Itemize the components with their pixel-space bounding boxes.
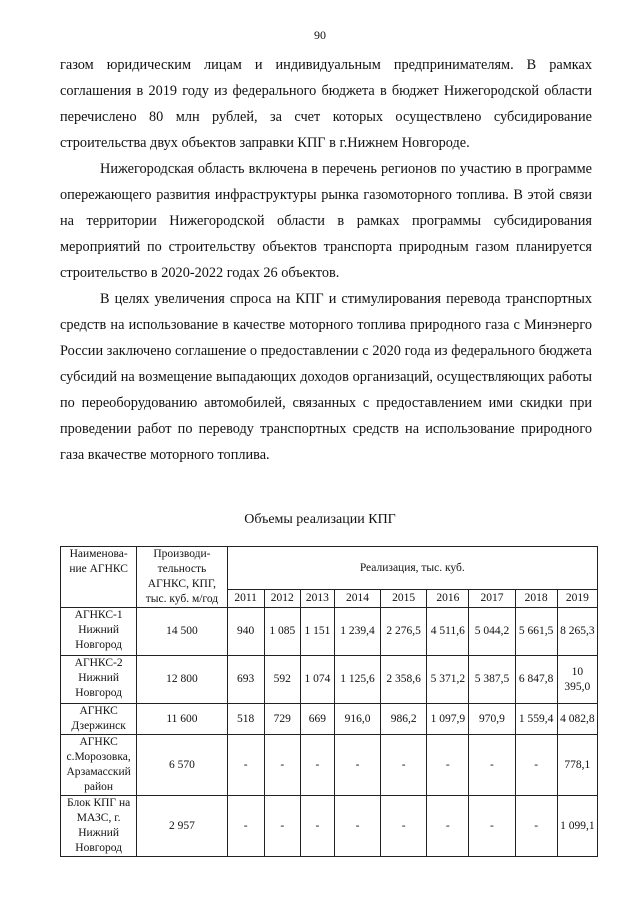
table-cell: - (264, 796, 300, 857)
table-cell: 4 082,8 (557, 704, 597, 735)
table-cell: 669 (300, 704, 334, 735)
table-cell: 1 097,9 (427, 704, 469, 735)
table-cell: 6 847,8 (515, 656, 557, 704)
header-capacity: Производи-тельность АГНКС, КПГ, тыс. куб. м/год (137, 547, 227, 608)
station-name: Блок КПГ на МАЗС, г. Нижний Новгород (61, 796, 137, 857)
header-name: Наименова-ние АГНКС (61, 547, 137, 608)
table-cell: 592 (264, 656, 300, 704)
table-row (61, 704, 598, 735)
table-cell: - (469, 735, 515, 796)
table-cell: 10 395,0 (557, 656, 597, 704)
table-cell: 1 559,4 (515, 704, 557, 735)
table-cell: 2 276,5 (381, 608, 427, 656)
station-name: АГНКС-1 Нижний Новгород (61, 608, 137, 656)
station-capacity: 11 600 (137, 704, 227, 735)
station-capacity: 12 800 (137, 656, 227, 704)
table-cell: - (427, 796, 469, 857)
table-cell: - (264, 735, 300, 796)
table-cell: - (334, 735, 380, 796)
station-capacity: 6 570 (137, 735, 227, 796)
table-cell: - (334, 796, 380, 857)
table-cell: 2 358,6 (381, 656, 427, 704)
header-year: 2015 (381, 590, 427, 608)
table-cell: 729 (264, 704, 300, 735)
header-year: 2011 (227, 590, 264, 608)
table-caption: Объемы реализации КПГ (244, 512, 396, 527)
header-year: 2019 (557, 590, 597, 608)
table-cell: - (469, 796, 515, 857)
table-cell: - (227, 735, 264, 796)
table-cell: 1 125,6 (334, 656, 380, 704)
station-capacity: 14 500 (137, 608, 227, 656)
table-cell: 986,2 (381, 704, 427, 735)
header-sales: Реализация, тыс. куб. (227, 547, 597, 590)
header-year: 2014 (334, 590, 380, 608)
table-cell: - (427, 735, 469, 796)
table-cell: - (381, 735, 427, 796)
table-row (61, 796, 598, 857)
sales-table (60, 546, 598, 857)
table-cell: 778,1 (557, 735, 597, 796)
table-cell: - (300, 796, 334, 857)
table-cell: 1 085 (264, 608, 300, 656)
table-cell: 1 151 (300, 608, 334, 656)
table-cell: 1 074 (300, 656, 334, 704)
header-year: 2018 (515, 590, 557, 608)
table-header-row (61, 547, 598, 590)
table-cell: 1 099,1 (557, 796, 597, 857)
header-year: 2017 (469, 590, 515, 608)
table-cell: 970,9 (469, 704, 515, 735)
table-cell: - (227, 796, 264, 857)
paragraph: Нижегородская область включена в перечень регионов по участию в программе опережающего развития инфраструктуры рынка газомоторного топлива. В этой связи на территории Нижегородской области в рамках программы субсидирования мероприятий по строительству объектов транспорта природным газом планируется строительство в 2020-2022 годах 26 объектов. (60, 161, 592, 281)
table-cell: - (515, 735, 557, 796)
table-cell: 5 661,5 (515, 608, 557, 656)
table-cell: 693 (227, 656, 264, 704)
station-name: АГНКС-2 Нижний Новгород (61, 656, 137, 704)
table-cell: 8 265,3 (557, 608, 597, 656)
paragraph: В целях увеличения спроса на КПГ и стимулирования перевода транспортных средств на использование в качестве моторного топлива природного газа с Минэнерго России заключено соглашение о предоставлении с 2020 года из федерального бюджета субсидий на возмещение выпадающих доходов организаций, осуществляющих работы по переоборудованию автомобилей, связанных с предоставлением ими скидки при проведении работ по переводу транспортных средств на использование природного газа вкачестве моторного топлива. (60, 291, 592, 463)
paragraph: газом юридическим лицам и индивидуальным предпринимателям. В рамках соглашения в 2019 году из федерального бюджета в бюджет Нижегородской области перечислено 80 млн рублей, за счет которых осуществлено субсидирование строительства двух объектов заправки КПГ в г.Нижнем Новгороде. (60, 57, 592, 151)
header-year: 2013 (300, 590, 334, 608)
header-year: 2012 (264, 590, 300, 608)
table-cell: 5 044,2 (469, 608, 515, 656)
table-row (61, 608, 598, 656)
station-name: АГНКС с.Морозовка, Арзамасский район (61, 735, 137, 796)
table-cell: 916,0 (334, 704, 380, 735)
page-number: 90 (314, 28, 326, 42)
table-cell: 518 (227, 704, 264, 735)
table-cell: 5 387,5 (469, 656, 515, 704)
table-cell: 940 (227, 608, 264, 656)
table-cell: 5 371,2 (427, 656, 469, 704)
table-cell: - (381, 796, 427, 857)
table-row (61, 656, 598, 704)
station-name: АГНКС Дзержинск (61, 704, 137, 735)
station-capacity: 2 957 (137, 796, 227, 857)
header-year: 2016 (427, 590, 469, 608)
table-cell: - (300, 735, 334, 796)
table-cell: 4 511,6 (427, 608, 469, 656)
body-text (60, 52, 592, 468)
table-cell: - (515, 796, 557, 857)
table-cell: 1 239,4 (334, 608, 380, 656)
table-row (61, 735, 598, 796)
